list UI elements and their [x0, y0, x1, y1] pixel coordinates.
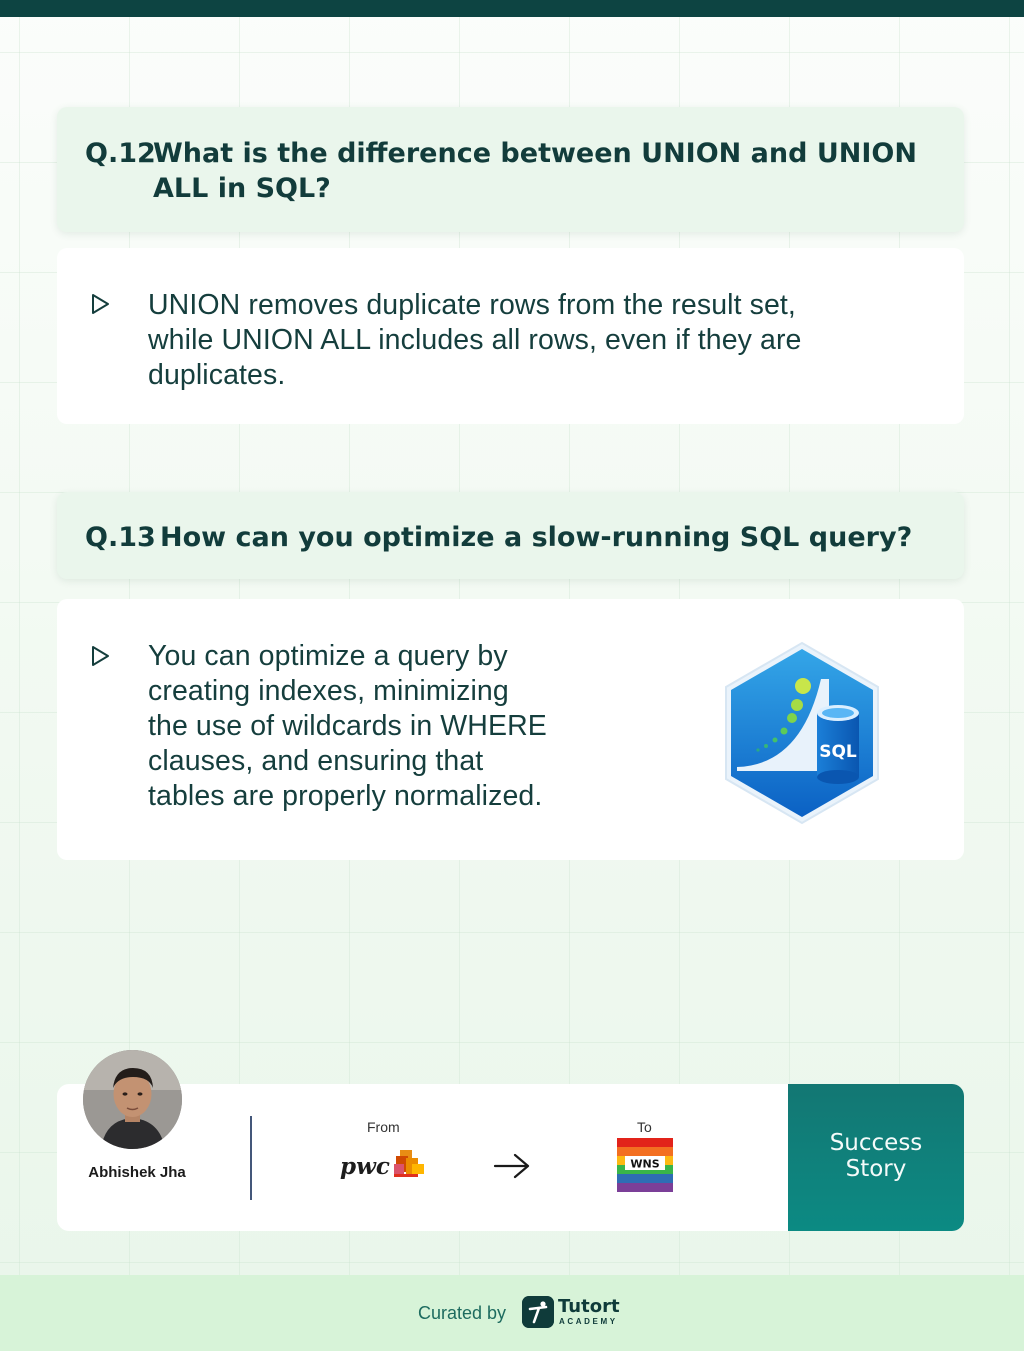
from-label: From [367, 1119, 400, 1135]
success-story-card [57, 1084, 964, 1231]
answer-line-1: You can optimize a query by [148, 640, 508, 672]
answer-card-13 [57, 599, 964, 860]
play-outline-icon [90, 644, 112, 668]
success-title-line-2: Story [845, 1156, 907, 1182]
sql-badge-text: SQL [819, 742, 857, 762]
answer-line-2: creating indexes, minimizing [148, 675, 509, 707]
answer-line-3: duplicates. [148, 359, 286, 391]
divider [250, 1116, 252, 1200]
footer [0, 1275, 1024, 1351]
curated-by-label: Curated by [418, 1303, 507, 1323]
question-text-line-2: ALL in SQL? [153, 173, 331, 204]
question-text-line-1: What is the difference between UNION and UNION [153, 138, 917, 169]
answer-line-3: the use of wildcards in WHERE [148, 710, 547, 742]
question-card-12 [57, 107, 964, 232]
question-card-13 [57, 492, 964, 579]
avatar [83, 1050, 182, 1149]
answer-line-4: clauses, and ensuring that [148, 745, 484, 777]
answer-line-2: while UNION ALL includes all rows, even if they are [148, 324, 802, 356]
arrow-right-icon [493, 1152, 531, 1180]
brand-name: Tutort [558, 1296, 620, 1317]
question-number: Q.12 [85, 138, 156, 169]
from-company: pwc [340, 1153, 390, 1180]
answer-line-1: UNION removes duplicate rows from the result set, [148, 289, 796, 321]
to-company: WNS [630, 1157, 660, 1171]
person-name: Abhishek Jha [88, 1164, 186, 1181]
question-text-line-1: How can you optimize a slow-running SQL query? [160, 522, 913, 553]
success-title-line-1: Success [829, 1130, 923, 1156]
top-bar [0, 0, 1024, 17]
question-number: Q.13 [85, 522, 156, 553]
brand-sub: ACADEMY [559, 1317, 618, 1326]
sql-database-icon [721, 639, 883, 829]
tutort-logo-icon [522, 1296, 554, 1328]
pwc-logo [340, 1150, 428, 1180]
success-story-banner [788, 1084, 964, 1231]
play-outline-icon [90, 292, 112, 316]
to-label: To [637, 1119, 652, 1135]
answer-card-12 [57, 248, 964, 424]
wns-logo [617, 1138, 673, 1192]
answer-line-5: tables are properly normalized. [148, 780, 543, 812]
